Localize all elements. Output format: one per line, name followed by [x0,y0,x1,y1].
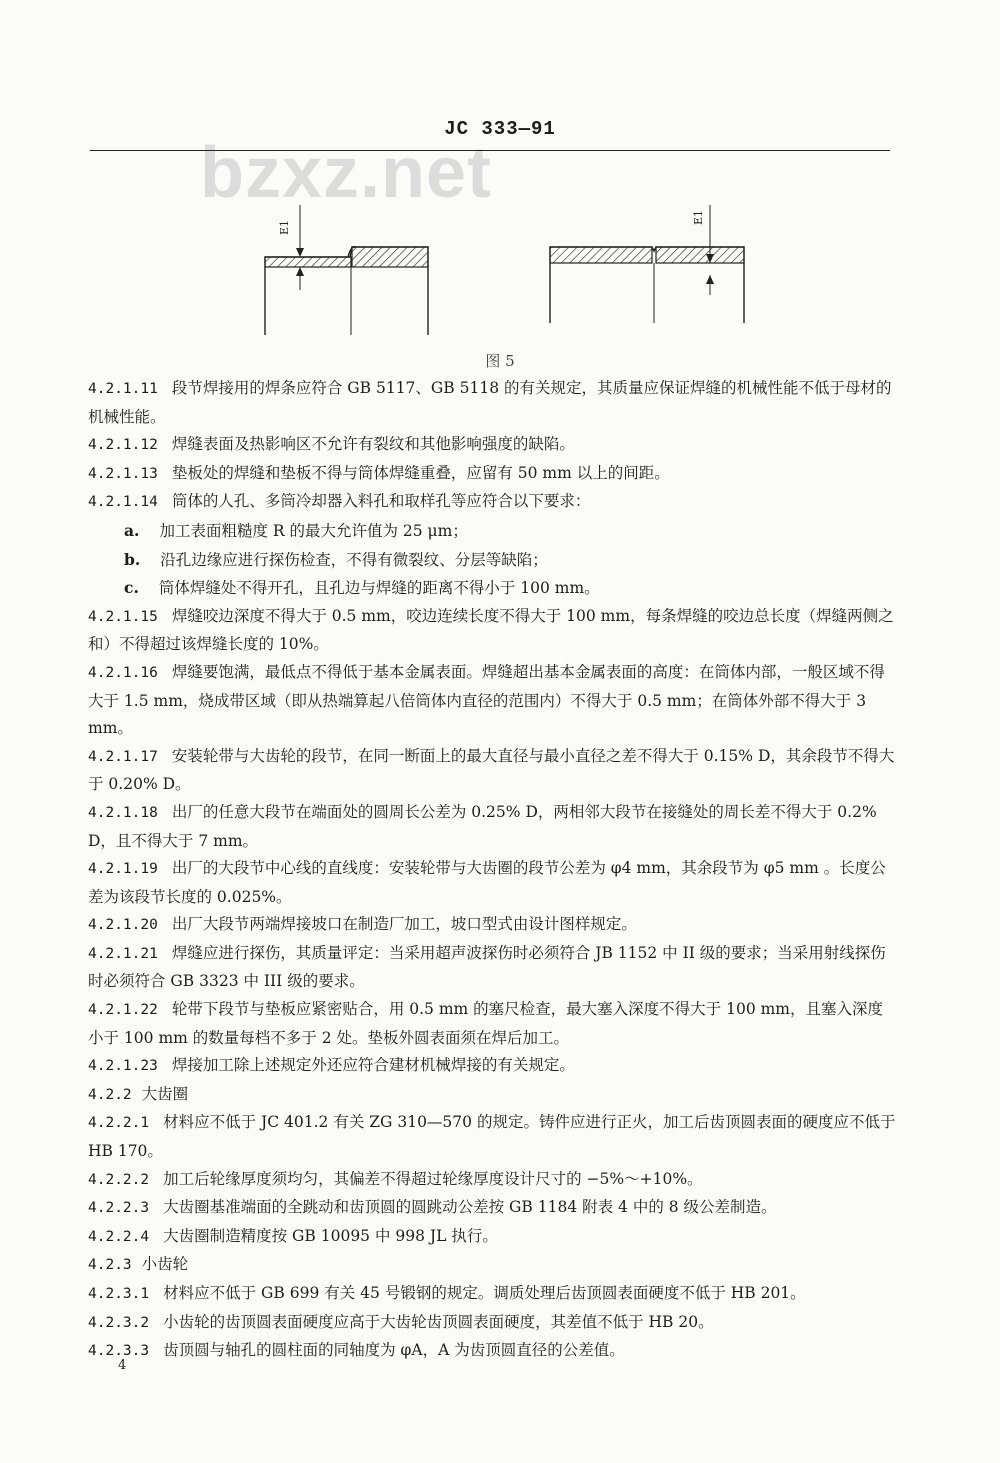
clause-text: 段节焊接用的焊条应符合 GB 5117、GB 5118 的有关规定，其质量应保证焊缝的机械性能不低于母材的机械性能。 [88,379,892,426]
clause-text: 材料应不低于 GB 699 有关 45 号锻钢的规定。调质处理后齿顶圆表面硬度不低于 HB 201。 [163,1284,806,1302]
clause-paragraph [88,488,898,517]
list-item [88,574,898,603]
clause-number: 4.2.3.1 [88,1286,150,1302]
clause-paragraph [88,1194,898,1223]
clause-text: 小齿轮 [141,1255,189,1274]
clause-text: 材料应不低于 JC 401.2 有关 ZG 310—570 的规定。铸件应进行正火，加工后齿顶圆表面的硬度应不低于 HB 170。 [88,1113,896,1161]
clause-paragraph [88,1223,898,1252]
clause-number: 4.2.1.19 [88,861,158,878]
clause-text: 沿孔边缘应进行探伤检查，不得有微裂纹、分层等缺陷； [160,550,548,569]
clause-paragraph [88,1280,898,1309]
clause-number: 4.2.2.3 [88,1200,150,1217]
clause-paragraph [88,603,898,659]
clause-number: 4.2.1.11 [88,381,158,397]
clause-text: 筒体的人孔、多筒冷却器入料孔和取样孔等应符合以下要求： [171,492,591,511]
list-item-label: a. [124,520,140,540]
clause-number: 4.2.1.23 [88,1058,158,1075]
clause-number: 4.2.1.21 [88,945,158,962]
header-divider [90,150,890,151]
right-dimension-label: E1 [692,209,705,225]
clause-number: 4.2.3 [88,1257,132,1274]
clause-text: 大齿圈制造精度按 GB 10095 中 998 JL 执行。 [163,1226,498,1245]
clause-paragraph [88,659,898,743]
clause-text: 安装轮带与大齿轮的段节，在同一断面上的最大直径与最小直径之差不得大于 0.15% D，其余段节不得大于 0.20% D。 [88,746,895,794]
clause-text: 轮带下段节与垫板应紧密贴合，用 0.5 mm 的塞尺检查，最大塞入深度不得大于 100 mm，且塞入深度小于 100 mm 的数量每档不多于 2 处。垫板外圆表面须在焊后加工。 [88,1000,884,1047]
clause-text: 齿顶圆与轴孔的圆柱面的同轴度为 φA，A 为齿顶圆直径的公差值。 [163,1341,625,1360]
left-weld-section [265,205,428,335]
clause-number: 4.2.1.22 [88,1002,158,1019]
clause-number: 4.2.2.1 [88,1115,150,1132]
left-dimension-label: E1 [278,219,291,235]
clause-text: 筒体焊缝处不得开孔，且孔边与焊缝的距离不得小于 100 mm。 [158,579,600,598]
page-number: 4 [118,1358,127,1373]
figure-caption: 图 5 [485,352,515,370]
clause-text: 大齿圈 [141,1084,189,1103]
clause-text: 加工表面粗糙度 R 的最大允许值为 25 μm； [159,521,468,540]
clause-text: 焊缝应进行探伤，其质量评定：当采用超声波探伤时必须符合 JB 1152 中 II 级的要求；当采用射线探伤时必须符合 GB 3323 中 III 级的要求。 [88,943,886,991]
clause-paragraph [88,743,898,799]
clause-number: 4.2.2.2 [88,1171,150,1188]
standard-code-header: JC 333—91 [444,118,556,140]
list-item [88,517,898,546]
clause-paragraph [88,911,898,940]
clause-number: 4.2.1.18 [88,804,158,821]
clause-paragraph [88,855,898,911]
figure-5-weld-diagram [230,195,790,345]
clause-number: 4.2.3.2 [88,1314,150,1331]
clause-text: 出厂大段节两端焊接坡口在制造厂加工，坡口型式由设计图样规定。 [171,915,637,934]
section-heading [88,1081,898,1110]
clause-text: 出厂的大段节中心线的直线度：安装轮带与大齿圈的段节公差为 φ4 mm，其余段节为 φ5 mm 。长度公差为该段节长度的 0.025%。 [88,859,886,906]
clause-text: 小齿轮的齿顶圆表面硬度应高于大齿轮齿顶圆表面硬度，其差值不低于 HB 20。 [163,1312,714,1331]
clause-text: 出厂的任意大段节在端面处的圆周长公差为 0.25% D，两相邻大段节在接缝处的周长差不得大于 0.2% D，且不得大于 7 mm。 [88,802,877,850]
document-body [88,375,898,1366]
clause-number: 4.2.3.3 [88,1343,150,1360]
clause-number: 4.2.1.16 [88,664,158,681]
section-heading [88,1251,898,1280]
clause-number: 4.2.1.13 [88,465,158,482]
clause-paragraph [88,431,898,460]
clause-paragraph [88,375,898,431]
clause-paragraph [88,1337,898,1366]
clause-number: 4.2.1.20 [88,917,158,934]
clause-paragraph [88,1109,898,1165]
clause-number: 4.2.1.14 [88,494,158,511]
right-weld-section [550,205,744,323]
clause-text: 垫板处的焊缝和垫板不得与筒体焊缝重叠，应留有 50 mm 以上的间距。 [171,463,670,482]
clause-number: 4.2.2 [88,1086,132,1103]
clause-text: 加工后轮缘厚度须均匀，其偏差不得超过轮缘厚度设计尺寸的 −5%～+10%。 [163,1169,703,1188]
clause-number: 4.2.1.17 [88,748,158,765]
clause-paragraph [88,1309,898,1338]
watermark: bzxz.net [200,133,493,213]
clause-paragraph [88,1052,898,1081]
clause-text: 焊缝要饱满，最低点不得低于基本金属表面。焊缝超出基本金属表面的高度：在筒体内部，一般区域不得大于 1.5 mm，烧成带区域（即从热端算起八倍筒体内直径的范围内）不得大于 0.5 mm；在筒体外部不得大于 3 mm。 [88,662,885,738]
clause-paragraph [88,940,898,996]
clause-text: 焊缝表面及热影响区不允许有裂纹和其他影响强度的缺陷。 [171,435,575,454]
clause-text: 焊缝咬边深度不得大于 0.5 mm，咬边连续长度不得大于 100 mm，每条焊缝的咬边总长度（焊缝两侧之和）不得超过该焊缝长度的 10%。 [88,606,894,654]
list-item-label: c. [124,578,139,598]
clause-paragraph [88,799,898,855]
clause-paragraph [88,1166,898,1195]
clause-paragraph [88,996,898,1052]
clause-number: 4.2.2.4 [88,1228,150,1245]
clause-number: 4.2.1.12 [88,437,158,454]
clause-paragraph [88,460,898,489]
clause-number: 4.2.1.15 [88,608,158,625]
list-item-label: b. [124,549,141,569]
list-item [88,546,898,575]
clause-text: 焊接加工除上述规定外还应符合建材机械焊接的有关规定。 [171,1056,575,1075]
clause-text: 大齿圈基准端面的全跳动和齿顶圆的圆跳动公差按 GB 1184 附表 4 中的 8 级公差制造。 [163,1198,777,1217]
